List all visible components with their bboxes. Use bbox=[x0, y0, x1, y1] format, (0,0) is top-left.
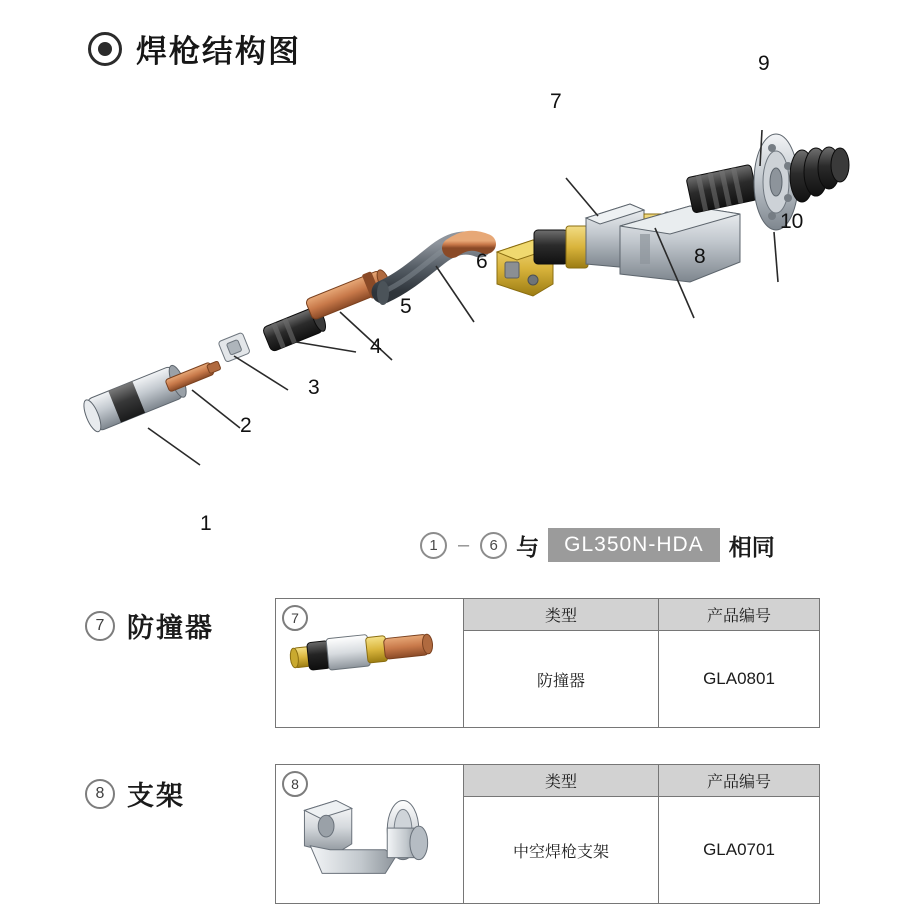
section-anti-collision bbox=[0, 598, 900, 730]
section-8-table bbox=[464, 765, 819, 903]
section-8-header bbox=[85, 774, 185, 813]
callout-10: 10 bbox=[780, 210, 804, 233]
section-7-row-type: 防撞器 bbox=[464, 631, 659, 727]
section-8-table-header bbox=[464, 765, 819, 797]
callout-9: 9 bbox=[758, 52, 770, 75]
section-8-number: 8 bbox=[85, 779, 115, 809]
section-8-row-type: 中空焊枪支架 bbox=[464, 797, 659, 903]
note-same-label: 相同 bbox=[728, 533, 775, 560]
callout-8: 8 bbox=[694, 245, 706, 268]
callout-7: 7 bbox=[550, 90, 562, 113]
anti-collision-device-photo bbox=[276, 599, 464, 727]
section-7-image-badge: 7 bbox=[282, 605, 308, 631]
section-7-row-code: GLA0801 bbox=[703, 669, 775, 688]
note-to-number: 6 bbox=[480, 532, 507, 559]
section-8-image-badge: 8 bbox=[282, 771, 308, 797]
section-7-table bbox=[464, 599, 819, 727]
section-8-row-code: GLA0701 bbox=[703, 840, 775, 859]
section-7-col-code: 产品编号 bbox=[706, 608, 771, 625]
torch-bracket-photo bbox=[276, 765, 464, 903]
exploded-diagram bbox=[0, 52, 900, 535]
table-row bbox=[464, 631, 819, 727]
section-7-panel bbox=[275, 598, 820, 728]
section-8-col-type: 类型 bbox=[464, 765, 659, 796]
note-from-number: 1 bbox=[420, 532, 447, 559]
section-7-number: 7 bbox=[85, 611, 115, 641]
section-8-panel bbox=[275, 764, 820, 904]
note-dash: – bbox=[458, 533, 470, 556]
section-7-header bbox=[85, 606, 214, 645]
note-model-code: GL350N-HDA bbox=[548, 528, 720, 562]
section-7-title: 防撞器 bbox=[127, 613, 214, 643]
page-title: 焊枪结构图 bbox=[136, 34, 301, 69]
section-8-col-code: 产品编号 bbox=[706, 774, 771, 791]
callout-3: 3 bbox=[308, 376, 320, 399]
section-8-title: 支架 bbox=[127, 781, 185, 811]
callout-1: 1 bbox=[200, 512, 212, 535]
callout-2: 2 bbox=[240, 414, 252, 437]
table-row bbox=[464, 797, 819, 903]
callout-4: 4 bbox=[370, 335, 382, 358]
note-with-label: 与 bbox=[516, 533, 540, 560]
section-7-table-header bbox=[464, 599, 819, 631]
callout-5: 5 bbox=[400, 295, 412, 318]
section-bracket bbox=[0, 764, 900, 904]
section-7-col-type: 类型 bbox=[464, 599, 659, 630]
compatibility-note bbox=[420, 528, 775, 562]
callout-6: 6 bbox=[476, 250, 488, 273]
